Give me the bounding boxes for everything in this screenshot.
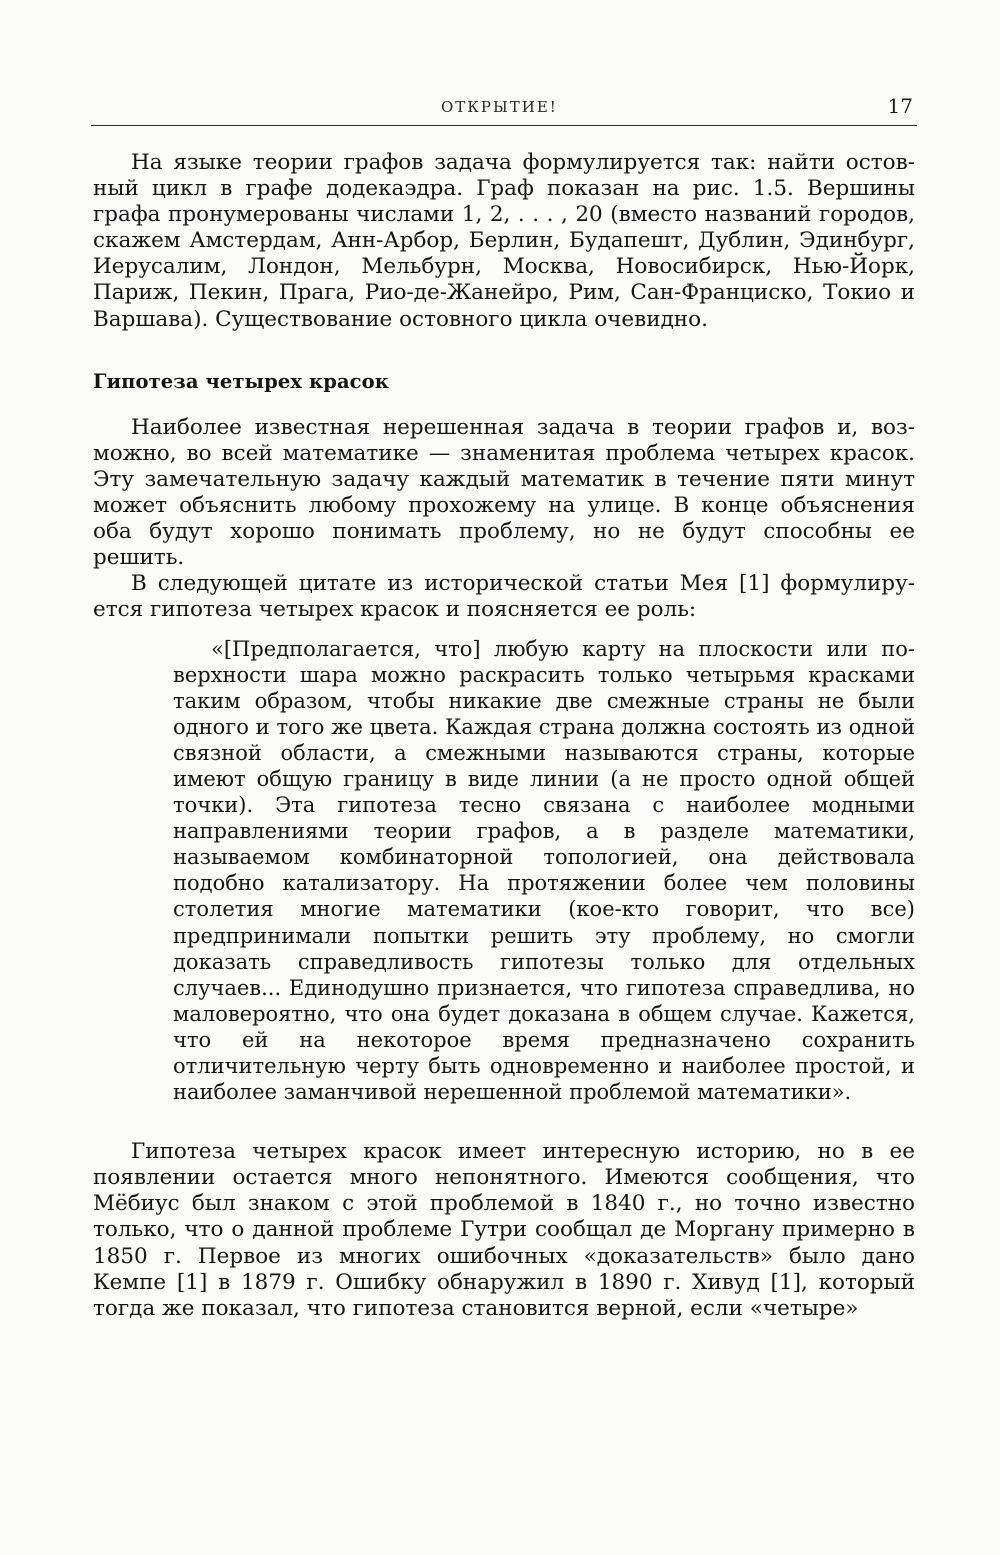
section-heading: Гипотеза четырех красок <box>93 369 389 393</box>
running-head: ОТКРЫТИЕ! <box>441 98 558 116</box>
header-rule <box>91 125 917 126</box>
page-header <box>93 96 915 128</box>
paragraph-famous-problem: Наиболее известная нерешенная задача в теории графов и, возможно, во всей математике — знаменитая проблема четырех красок. Эту замечательную задачу каждый математик в течение пяти минут может объяснить любому прохожему на улице. В конце объяснения оба будут хорошо понимать проблему, но не будут способны ее решить. <box>93 414 915 571</box>
paragraph-quote-intro: В следующей цитате из исторической статьи Мея [1] формулируется гипотеза четырех красок и поясняется ее роль: <box>93 571 915 623</box>
paragraph-history: Гипотеза четырех красок имеет интересную историю, но в ее появлении остается много непонятного. Имеются сообщения, что Мёбиус был знаком с этой проблемой в 1840 г., но точно известно только, что о данной проблеме Гутри сообщал де Моргану примерно в 1850 г. Первое из многих ошибочных «доказательств» было дано Кемпе [1] в 1879 г. Ошибку обнаружил в 1890 г. Хивуд [1], который тогда же показал, что гипотеза становится верной, если «четыре» <box>93 1139 915 1321</box>
quote-may: «[Предполагается, что] любую карту на плоскости или поверхности шара можно раскрасить только четырьмя красками таким образом, чтобы никакие две смежные страны не были одного и того же цвета. Каждая страна должна состоять из одной связной области, а смежными называются страны, которые имеют общую границу в виде линии (а не просто одной общей точки). Эта гипотеза тесно связана с наиболее модными направлениями теории графов, а в разделе математики, называемом комбинаторной топологией, она действовала подобно катализатору. На протяжении более чем половины столетия многие математики (кое-кто говорит, что все) предпринимали попытки решить эту проблему, но смогли доказать справедливость гипотезы только для отдельных случаев... Единодушно признается, что гипотеза справедлива, но маловероятно, что она будет доказана в общем случае. Кажется, что ей на некоторое время предназначено сохранить отличительную черту быть одновременно и наиболее простой, и наиболее заманчивой нерешенной проблемой математики». <box>173 636 915 1105</box>
paragraph-dodecahedron: На языке теории графов задача формулируется так: найти остовный цикл в графе додекаэдра. Граф показан на рис. 1.5. Вершины графа пронумерованы числами 1, 2, . . . , 20 (вместо названий городов, скажем Амстердам, Анн-Арбор, Берлин, Будапешт, Дублин, Эдинбург, Иерусалим, Лондон, Мельбурн, Москва, Новосибирск, Нью-Йорк, Париж, Пекин, Прага, Рио-де-Жанейро, Рим, Сан-Франциско, Токио и Варшава). Существование остовного цикла очевидно. <box>93 150 915 332</box>
page-number: 17 <box>887 94 913 118</box>
body-text <box>93 150 915 1322</box>
